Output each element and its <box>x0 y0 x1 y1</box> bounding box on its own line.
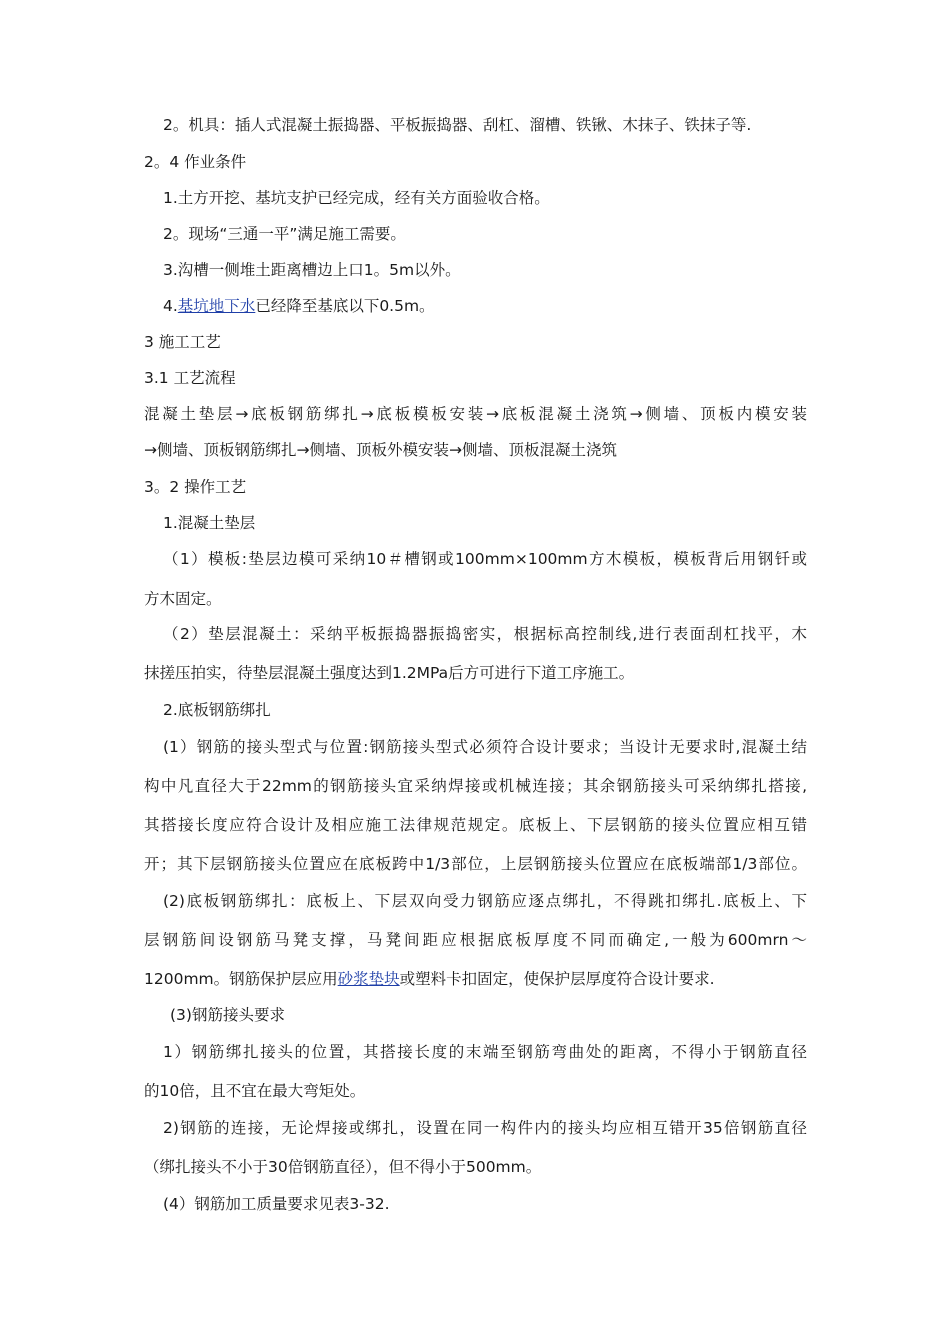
subsection-heading: 1.混凝土垫层 <box>163 514 256 532</box>
text-line: 的10倍，且不宜在最大弯矩处。 <box>144 1082 366 1100</box>
text-fragment: 或塑料卡扣固定，使保护层厚度符合设计要求. <box>399 970 715 988</box>
text-line: （绑扎接头不小于30倍钢筋直径），但不得小于500mm。 <box>144 1158 542 1176</box>
text-line: 3.沟槽一侧堆土距离槽边上口1。5m以外。 <box>163 261 461 279</box>
section-heading: 2。4 作业条件 <box>144 153 247 171</box>
text-line: 2。机具：插人式混凝土振捣器、平板振捣器、刮杠、溜槽、铁锹、木抹子、铁抹子等. <box>163 116 752 134</box>
text-line: 1）钢筋绑扎接头的位置，其搭接长度的末端至钢筋弯曲处的距离，不得小于钢筋直径 <box>163 1043 807 1061</box>
section-heading: 3。2 操作工艺 <box>144 478 247 496</box>
text-line: 层钢筋间设钢筋马凳支撑，马凳间距应根据底板厚度不同而确定,一般为600mrn～ <box>144 931 807 949</box>
link-mortar-block[interactable]: 砂浆垫块 <box>337 970 400 988</box>
text-line: 其搭接长度应符合设计及相应施工法律规范规定。底板上、下层钢筋的接头位置应相互错 <box>144 816 807 834</box>
text-line: 混凝土垫层→底板钢筋绑扎→底板模板安装→底板混凝土浇筑→侧墙、顶板内模安装 <box>144 405 807 423</box>
subsection-heading: 2.底板钢筋绑扎 <box>163 701 271 719</box>
text-line: （1）模板:垫层边模可采纳10＃槽钢或100mm×100mm方木模板，模板背后用钢钎或 <box>163 550 807 568</box>
text-line: （2）垫层混凝土：采纳平板振捣器振捣密实，根据标高控制线,进行表面刮杠找平，木 <box>163 625 807 643</box>
text-line: 抹搓压拍实，待垫层混凝土强度达到1.2MPa后方可进行下道工序施工。 <box>144 664 635 682</box>
section-heading: 3.1 工艺流程 <box>144 369 236 387</box>
link-groundwater[interactable]: 基坑地下水 <box>177 297 256 315</box>
text-line <box>163 296 435 316</box>
text-line: (2)底板钢筋绑扎：底板上、下层双向受力钢筋应逐点绑扎，不得跳扣绑扎.底板上、下 <box>163 892 807 910</box>
text-line: (1）钢筋的接头型式与位置:钢筋接头型式必须符合设计要求；当设计无要求时,混凝土结 <box>163 738 807 756</box>
text-line <box>144 969 715 989</box>
section-heading: 3 施工工艺 <box>144 333 221 351</box>
text-fragment: 4. <box>163 297 178 315</box>
text-line: 2)钢筋的连接，无论焊接或绑扎，设置在同一构件内的接头均应相互错开35倍钢筋直径 <box>163 1119 807 1137</box>
text-line: 1.土方开挖、基坑支护已经完成，经有关方面验收合格。 <box>163 189 550 207</box>
subsection-heading: (3)钢筋接头要求 <box>170 1006 285 1024</box>
text-line: →侧墙、顶板钢筋绑扎→侧墙、顶板外模安装→侧墙、顶板混凝土浇筑 <box>144 441 617 459</box>
text-line: 方木固定。 <box>144 590 222 608</box>
text-line: 2。现场“三通一平”满足施工需要。 <box>163 225 406 243</box>
text-line: 构中凡直径大于22mm的钢筋接头宜采纳焊接或机械连接；其余钢筋接头可采纳绑扎搭接, <box>144 777 807 795</box>
text-line: (4）钢筋加工质量要求见表3-32. <box>163 1195 390 1213</box>
text-line: 开；其下层钢筋接头位置应在底板跨中1/3部位，上层钢筋接头位置应在底板端部1/3部位。 <box>144 855 807 873</box>
text-fragment: 1200mm。钢筋保护层应用 <box>144 970 338 988</box>
text-fragment: 已经降至基底以下0.5m。 <box>255 297 435 315</box>
